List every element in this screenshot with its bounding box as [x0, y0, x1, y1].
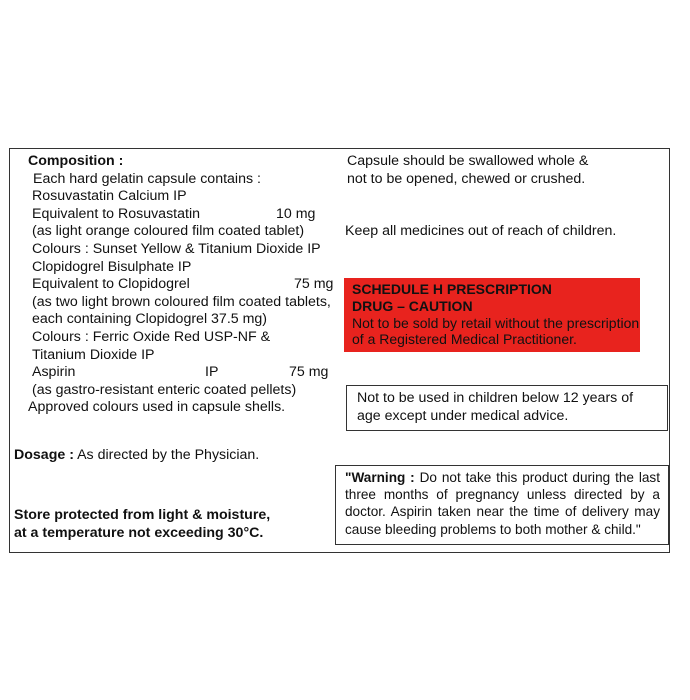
rosuvastatin-name: Rosuvastatin Calcium IP [32, 188, 187, 205]
rosuvastatin-colours: Colours : Sunset Yellow & Titanium Dioxide IP [32, 240, 321, 257]
rosuvastatin-equivalent-label: Equivalent to Rosuvastatin [32, 205, 200, 222]
carton-label-panel [9, 148, 670, 553]
clopidogrel-equivalent-label: Equivalent to Clopidogrel [32, 276, 190, 293]
swallow-instructions [347, 153, 588, 188]
clopidogrel-description-1: (as two light brown coloured film coated tablets, [32, 293, 331, 310]
clopidogrel-name: Clopidogrel Bisulphate IP [32, 258, 192, 275]
clopidogrel-equivalent-value: 75 mg [294, 276, 334, 293]
composition-heading: Composition : [28, 153, 124, 169]
composition-intro: Each hard gelatin capsule contains : [33, 170, 261, 187]
clopidogrel-colours-2: Titanium Dioxide IP [32, 346, 155, 363]
age-restriction-box [346, 385, 668, 431]
age-line-1: Not to be used in children below 12 years of [357, 390, 634, 406]
pregnancy-warning-box [335, 465, 669, 545]
clopidogrel-colours-1: Colours : Ferric Oxide Red USP-NF & [32, 328, 271, 345]
rosuvastatin-equivalent-row [24, 206, 333, 224]
schedule-h-caution-box [344, 278, 640, 352]
rosuvastatin-description: (as light orange coloured film coated tablet) [32, 223, 305, 240]
storage-line-1: Store protected from light & moisture, [14, 507, 271, 523]
warning-text: Do not take this product during the last three months of pregnancy unless directed by a doctor. Aspirin taken near the time of delivery may cause bleeding problems to both mother & child." [345, 470, 660, 537]
approved-colours-text: Approved colours used in capsule shells. [28, 399, 286, 416]
aspirin-value: 75 mg [289, 364, 329, 381]
dosage-label: Dosage : [14, 447, 74, 463]
schedule-h-text-1: Not to be sold by retail without the prescription [352, 314, 640, 331]
aspirin-description: (as gastro-resistant enteric coated pellets) [32, 381, 297, 398]
composition-block [24, 153, 333, 417]
aspirin-name: Aspirin [32, 364, 76, 381]
schedule-h-title-2: DRUG – CAUTION [352, 297, 473, 314]
rosuvastatin-equivalent-value: 10 mg [276, 205, 316, 222]
storage-line-2: at a temperature not exceeding 30°C. [14, 524, 264, 541]
swallow-line-2: not to be opened, chewed or crushed. [347, 170, 586, 187]
age-line-2: age except under medical advice. [357, 407, 569, 424]
aspirin-row [24, 364, 333, 382]
swallow-line-1: Capsule should be swallowed whole & [347, 153, 589, 169]
schedule-h-title-1: SCHEDULE H PRESCRIPTION [352, 281, 552, 297]
clopidogrel-description-2: each containing Clopidogrel 37.5 mg) [32, 311, 268, 328]
aspirin-grade: IP [205, 364, 219, 381]
dosage-text: As directed by the Physician. [73, 447, 260, 463]
clopidogrel-equivalent-row [24, 276, 333, 294]
children-notice: Keep all medicines out of reach of children. [345, 223, 617, 239]
dosage-line [14, 447, 259, 465]
schedule-h-text-2: of a Registered Medical Practitioner. [352, 331, 577, 348]
storage-instructions [14, 507, 270, 542]
warning-label: "Warning : [345, 470, 415, 485]
